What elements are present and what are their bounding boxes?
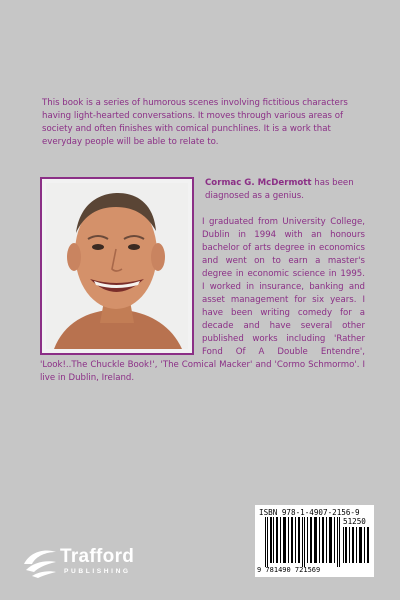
ean-digits: 9 781490 721569 <box>257 566 321 574</box>
isbn-label: ISBN 978-1-4907-2156-9 <box>259 508 360 517</box>
price-code: 51250 <box>343 517 366 526</box>
author-intro <box>205 177 365 203</box>
book-blurb: This book is a series of humorous scenes involving fictitious characters having light-hearted conversations. It moves through various areas of society and often finishes with comical punchlines. It is a work that everyday people will be able to relate to. <box>42 98 348 147</box>
addon-bars <box>343 527 369 563</box>
publisher-logo <box>22 544 162 578</box>
ean-bars <box>265 517 341 567</box>
publisher-tagline: PUBLISHING <box>64 568 131 575</box>
publisher-name: Trafford <box>60 546 135 567</box>
author-bio: I graduated from University College, Dublin in 1994 with an honours bachelor of arts degree in economics and went on to earn a master's degree in economic science in 1995. I worked in insurance, banking and asset management for six years. I have been writing comedy for a decade and have several other published works including 'Rather Fond Of A Double Entendre', 'Look!..The Chuckle Book!', 'The Comical Macker' and 'Cormo Schmormo'. I live in Dublin, Ireland. <box>40 217 365 383</box>
author-intro-text: has been diagnosed as a genius. <box>205 178 354 201</box>
barcode <box>255 505 374 577</box>
wave-icon <box>22 544 58 578</box>
author-name: Cormac G. McDermott <box>205 178 312 188</box>
